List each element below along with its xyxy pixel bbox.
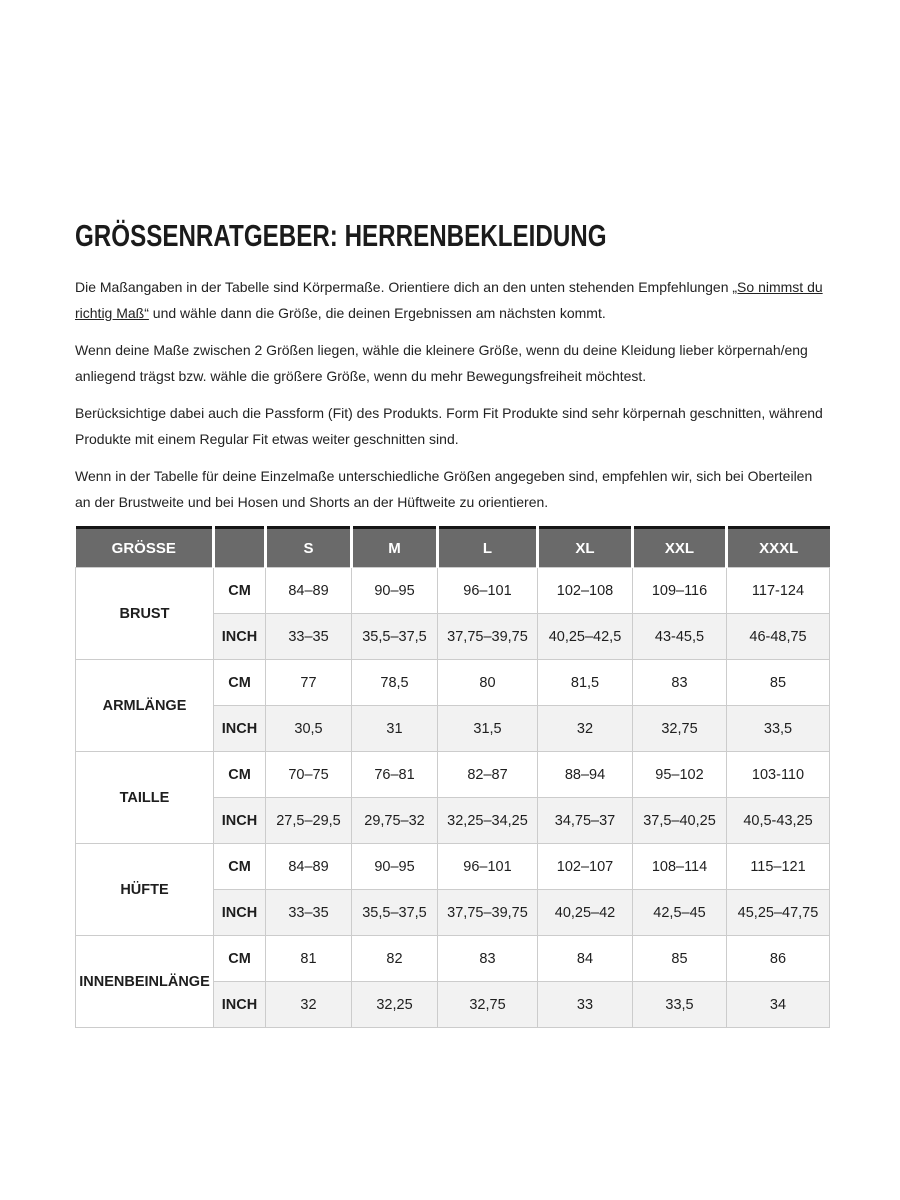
armlaenge-inch-xl: 32 (538, 706, 633, 752)
taille-cm-xxxl: 103-110 (727, 752, 830, 798)
armlaenge-cm-xl: 81,5 (538, 660, 633, 706)
armlaenge-inch-xxl: 32,75 (633, 706, 727, 752)
taille-cm-xxl: 95–102 (633, 752, 727, 798)
row-label-huefte: HÜFTE (76, 844, 214, 936)
huefte-inch-xxxl: 45,25–47,75 (727, 890, 830, 936)
innenbeinlaenge-inch-xxl: 33,5 (633, 982, 727, 1028)
armlaenge-cm-xxxl: 85 (727, 660, 830, 706)
unit-label-inch: INCH (214, 982, 266, 1028)
innenbeinlaenge-cm-xl: 84 (538, 936, 633, 982)
huefte-cm-s: 84–89 (266, 844, 352, 890)
unit-label-inch: INCH (214, 798, 266, 844)
huefte-cm-xxl: 108–114 (633, 844, 727, 890)
header-size-xxxl: XXXL (727, 528, 830, 568)
innenbeinlaenge-cm-m: 82 (352, 936, 438, 982)
intro-paragraph-1 (75, 274, 827, 326)
innenbeinlaenge-cm-s: 81 (266, 936, 352, 982)
unit-label-cm: CM (214, 752, 266, 798)
header-groesse: GRÖSSE (76, 528, 214, 568)
row-label-innenbeinlaenge: INNENBEINLÄNGE (76, 936, 214, 1028)
taille-inch-s: 27,5–29,5 (266, 798, 352, 844)
huefte-inch-s: 33–35 (266, 890, 352, 936)
header-size-xxl: XXL (633, 528, 727, 568)
unit-label-cm: CM (214, 936, 266, 982)
taille-cm-l: 82–87 (438, 752, 538, 798)
innenbeinlaenge-inch-xxxl: 34 (727, 982, 830, 1028)
armlaenge-cm-m: 78,5 (352, 660, 438, 706)
taille-inch-xl: 34,75–37 (538, 798, 633, 844)
brust-cm-s: 84–89 (266, 568, 352, 614)
size-table (75, 526, 830, 1028)
unit-label-cm: CM (214, 568, 266, 614)
innenbeinlaenge-inch-l: 32,75 (438, 982, 538, 1028)
innenbeinlaenge-cm-l: 83 (438, 936, 538, 982)
brust-cm-xxxl: 117-124 (727, 568, 830, 614)
row-label-armlaenge: ARMLÄNGE (76, 660, 214, 752)
header-unit-spacer (214, 528, 266, 568)
unit-label-inch: INCH (214, 890, 266, 936)
brust-inch-xxxl: 46-48,75 (727, 614, 830, 660)
brust-inch-xl: 40,25–42,5 (538, 614, 633, 660)
huefte-cm-xxxl: 115–121 (727, 844, 830, 890)
intro-p1-before: Die Maßangaben in der Tabelle sind Körpermaße. Orientiere dich an den unten stehenden Empfehlungen (75, 279, 733, 295)
brust-cm-m: 90–95 (352, 568, 438, 614)
row-label-brust: BRUST (76, 568, 214, 660)
huefte-cm-l: 96–101 (438, 844, 538, 890)
innenbeinlaenge-cm-xxl: 85 (633, 936, 727, 982)
brust-inch-xxl: 43-45,5 (633, 614, 727, 660)
brust-inch-m: 35,5–37,5 (352, 614, 438, 660)
armlaenge-cm-l: 80 (438, 660, 538, 706)
unit-label-inch: INCH (214, 706, 266, 752)
huefte-inch-xxl: 42,5–45 (633, 890, 727, 936)
header-size-s: S (266, 528, 352, 568)
taille-cm-s: 70–75 (266, 752, 352, 798)
armlaenge-cm-s: 77 (266, 660, 352, 706)
unit-label-cm: CM (214, 844, 266, 890)
table-row (76, 660, 830, 706)
taille-inch-l: 32,25–34,25 (438, 798, 538, 844)
huefte-cm-m: 90–95 (352, 844, 438, 890)
brust-cm-xxl: 109–116 (633, 568, 727, 614)
page-title: GRÖSSENRATGEBER: HERRENBEKLEIDUNG (75, 218, 607, 253)
unit-label-cm: CM (214, 660, 266, 706)
armlaenge-cm-xxl: 83 (633, 660, 727, 706)
huefte-cm-xl: 102–107 (538, 844, 633, 890)
unit-label-inch: INCH (214, 614, 266, 660)
taille-cm-xl: 88–94 (538, 752, 633, 798)
armlaenge-inch-l: 31,5 (438, 706, 538, 752)
brust-inch-l: 37,75–39,75 (438, 614, 538, 660)
table-row (76, 752, 830, 798)
innenbeinlaenge-inch-xl: 33 (538, 982, 633, 1028)
taille-cm-m: 76–81 (352, 752, 438, 798)
intro-paragraph-2: Wenn deine Maße zwischen 2 Größen liegen, wähle die kleinere Größe, wenn du deine Kleidung lieber körpernah/eng anliegend trägst bzw. wähle die größere Größe, wenn du mehr Bewegungsfreiheit möchtest. (75, 342, 808, 384)
brust-cm-xl: 102–108 (538, 568, 633, 614)
huefte-inch-xl: 40,25–42 (538, 890, 633, 936)
table-row (76, 936, 830, 982)
taille-inch-xxxl: 40,5-43,25 (727, 798, 830, 844)
brust-inch-s: 33–35 (266, 614, 352, 660)
huefte-inch-m: 35,5–37,5 (352, 890, 438, 936)
armlaenge-inch-m: 31 (352, 706, 438, 752)
intro-p1-after: und wähle dann die Größe, die deinen Ergebnissen am nächsten kommt. (148, 305, 606, 321)
intro-paragraph-4: Wenn in der Tabelle für deine Einzelmaße unterschiedliche Größen angegeben sind, empfehlen wir, sich bei Oberteilen an der Brustweite und bei Hosen und Shorts an der Hüftweite zu orientieren. (75, 468, 813, 510)
innenbeinlaenge-inch-s: 32 (266, 982, 352, 1028)
row-label-taille: TAILLE (76, 752, 214, 844)
table-row (76, 844, 830, 890)
huefte-inch-l: 37,75–39,75 (438, 890, 538, 936)
measure-guide-link[interactable]: „So nimmst du richtig Maß“ (75, 279, 823, 321)
taille-inch-m: 29,75–32 (352, 798, 438, 844)
taille-inch-xxl: 37,5–40,25 (633, 798, 727, 844)
innenbeinlaenge-inch-m: 32,25 (352, 982, 438, 1028)
armlaenge-inch-xxxl: 33,5 (727, 706, 830, 752)
header-size-xl: XL (538, 528, 633, 568)
table-row (76, 568, 830, 614)
header-size-l: L (438, 528, 538, 568)
brust-cm-l: 96–101 (438, 568, 538, 614)
intro-paragraph-3: Berücksichtige dabei auch die Passform (Fit) des Produkts. Form Fit Produkte sind sehr körpernah geschnitten, während Produkte mit einem Regular Fit etwas weiter geschnitten sind. (75, 405, 823, 447)
innenbeinlaenge-cm-xxxl: 86 (727, 936, 830, 982)
armlaenge-inch-s: 30,5 (266, 706, 352, 752)
size-table-header-row (76, 528, 830, 568)
header-size-m: M (352, 528, 438, 568)
